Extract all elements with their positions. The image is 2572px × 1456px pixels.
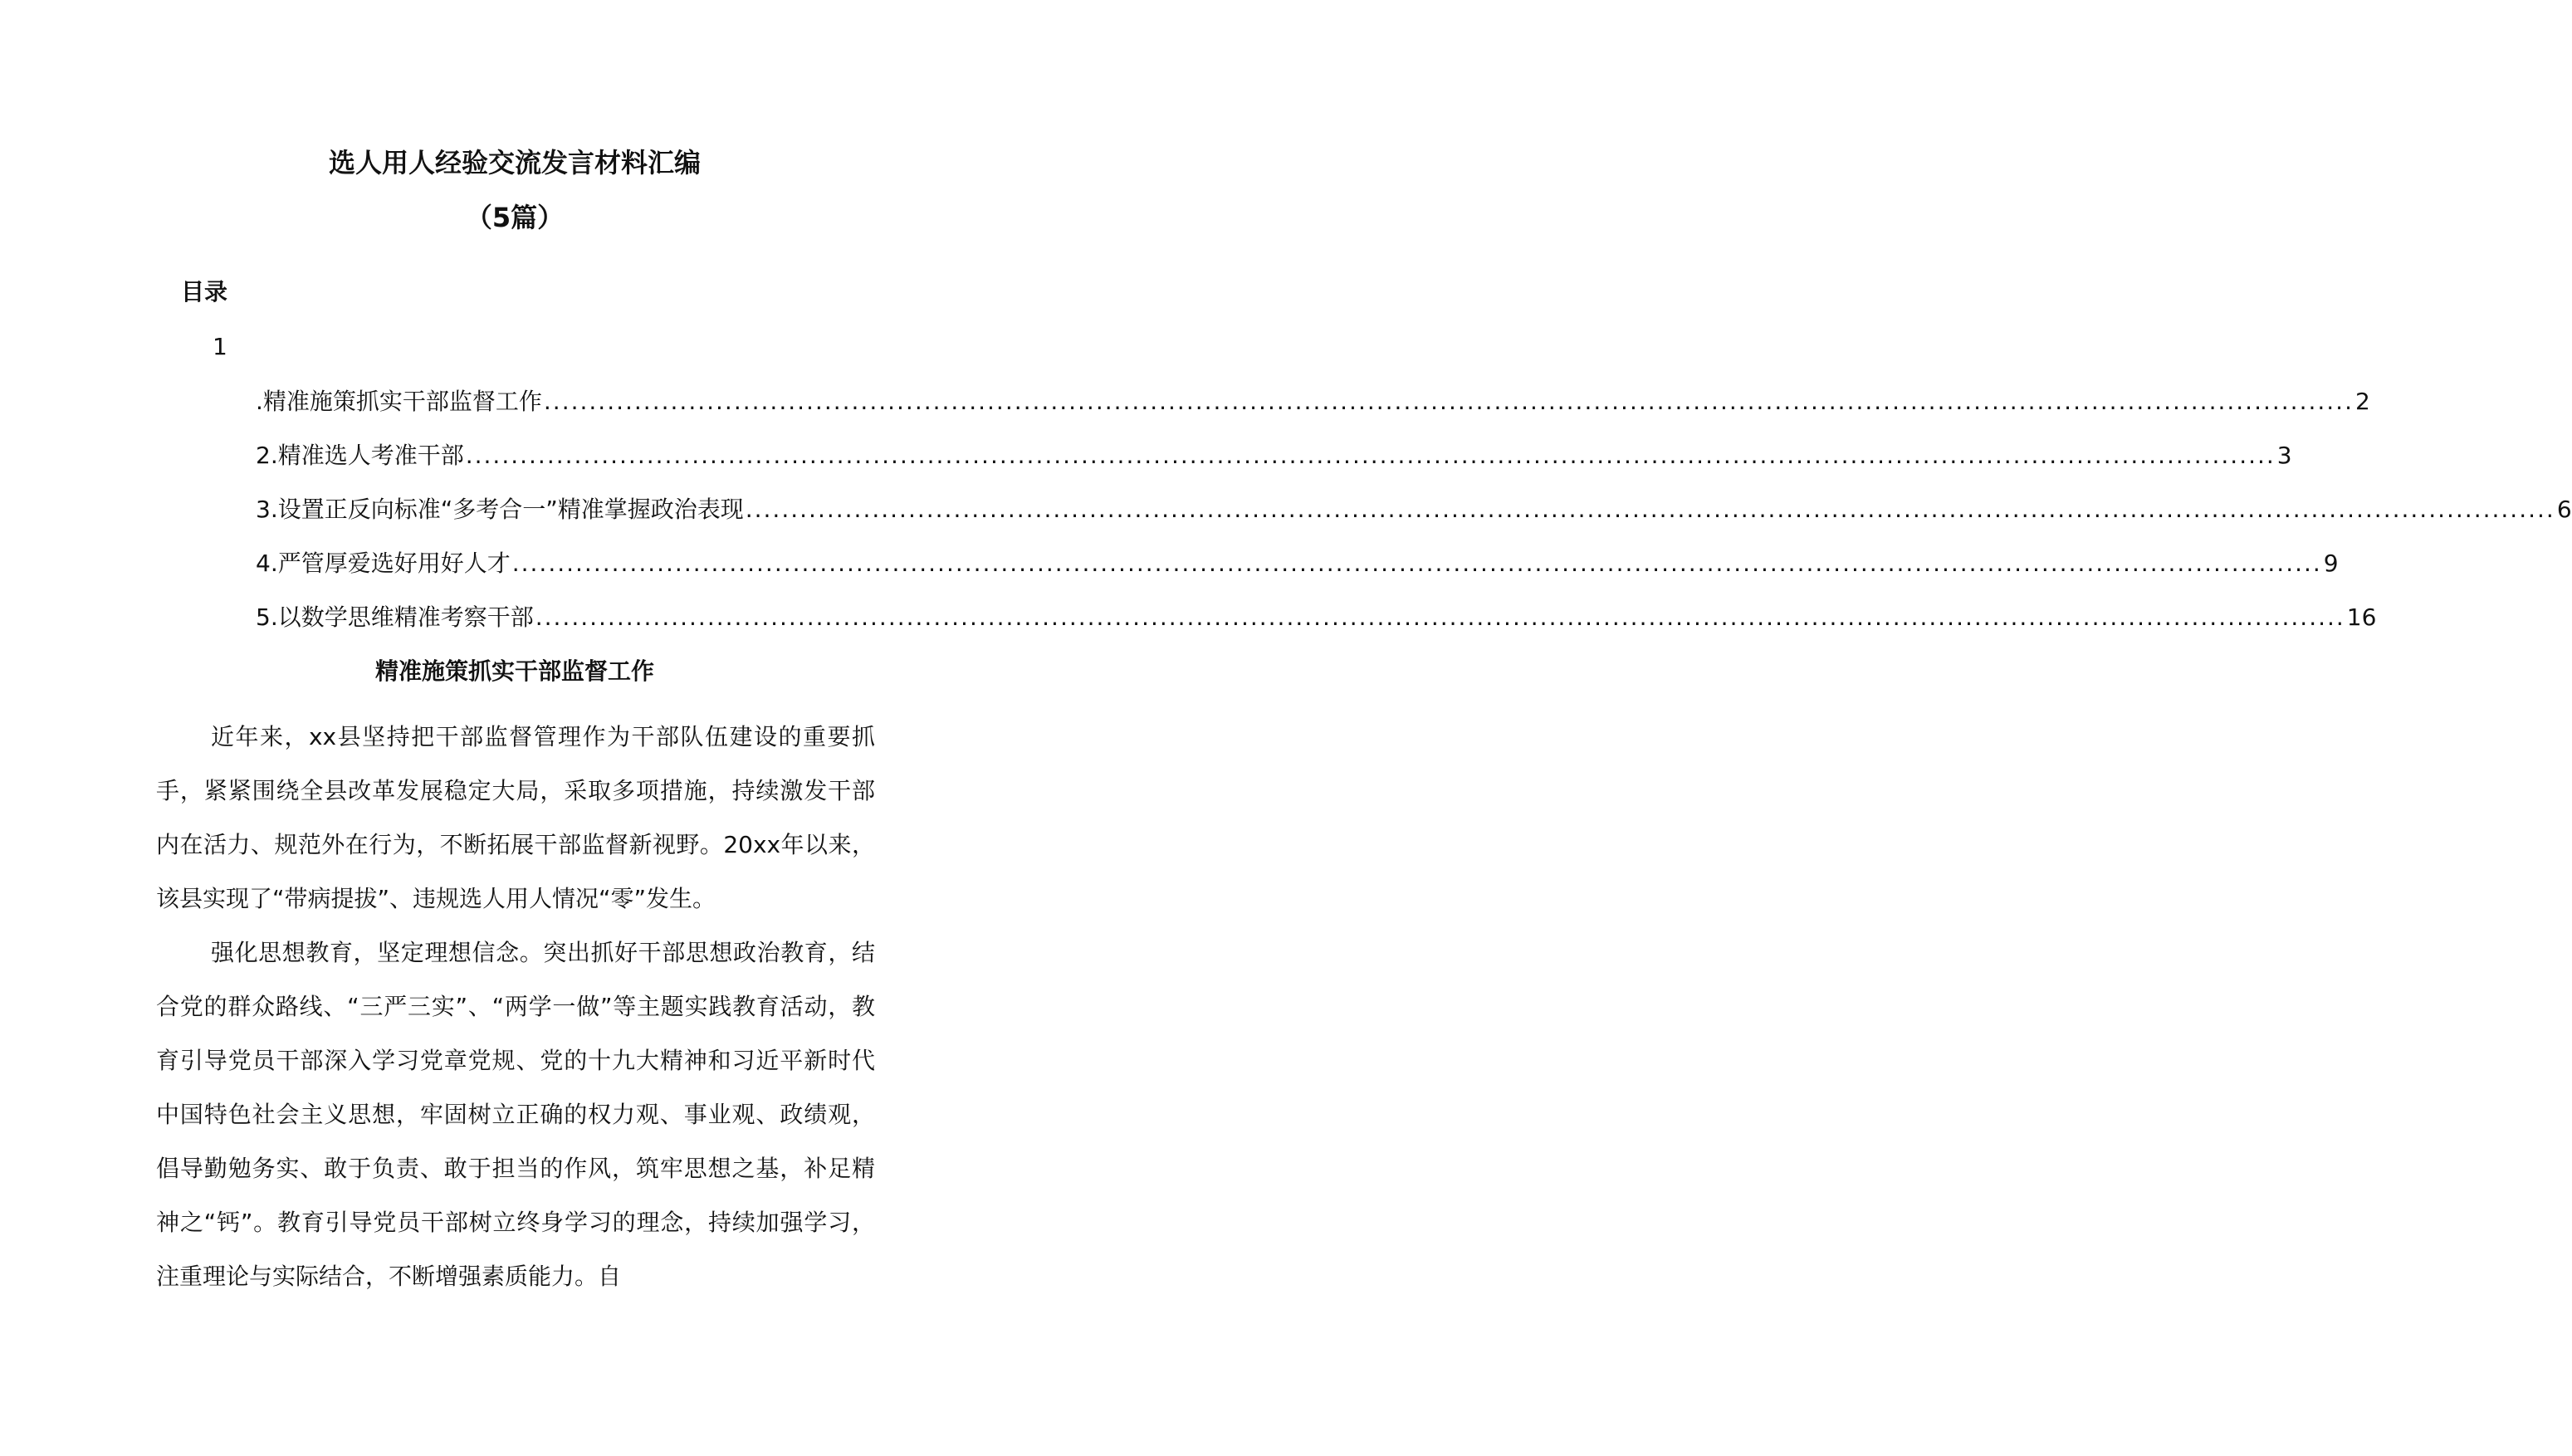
toc-entry-text: 4.严管厚爱选好用好人才	[256, 550, 511, 577]
toc-entry-page: 2	[2354, 388, 2370, 415]
toc-entry-text: .精准施策抓实干部监督工作	[256, 388, 542, 415]
section-title: 精准施策抓实干部监督工作	[374, 657, 654, 685]
toc-dot-leader: ........................................................................................................................................................................................................	[511, 550, 2322, 577]
toc-entry[interactable]	[256, 603, 2377, 657]
toc-dot-leader: ........................................................................................................................................................................................................	[543, 388, 2354, 415]
toc-entry-text: 3.设置正反向标准“多考合一”精准掌握政治表现	[256, 496, 744, 523]
toc-entry-page: 3	[2276, 442, 2292, 469]
body-paragraph: 近年来，xx县坚持把干部监督管理作为干部队伍建设的重要抓手，紧紧围绕全县改革发展稳定大局，采取多项措施，持续激发干部内在活力、规范外在行为，不断拓展干部监督新视野。20xx年以来，该县实现了“带病提拔”、违规选人用人情况“零”发生。	[156, 723, 875, 912]
document-title: 选人用人经验交流发言材料汇编	[328, 147, 701, 178]
toc-heading: 目录	[181, 278, 228, 305]
toc-dot-leader: ........................................................................................................................................................................................................	[465, 442, 2276, 469]
toc-entry-text: 5.以数学思维精准考察干部	[256, 603, 534, 631]
toc-dot-leader: ........................................................................................................................................................................................................	[535, 603, 2345, 631]
toc-entry-page: 6	[2556, 496, 2572, 523]
toc-entry[interactable]	[256, 495, 2572, 549]
body-text	[156, 710, 875, 1303]
toc-entry-page: 16	[2346, 603, 2377, 631]
toc-entry[interactable]	[256, 441, 2292, 495]
toc-entry-page: 9	[2323, 550, 2339, 577]
toc-dot-leader: ........................................................................................................................................................................................................	[745, 496, 2555, 523]
toc-list	[256, 387, 2572, 657]
toc-entry[interactable]	[256, 549, 2339, 603]
toc-entry-text: 2.精准选人考准干部	[256, 442, 464, 469]
toc-number-prefix: 1	[213, 333, 227, 360]
body-paragraph: 强化思想教育，坚定理想信念。突出抓好干部思想政治教育，结合党的群众路线、“三严三实”、“两学一做”等主题实践教育活动，教育引导党员干部深入学习党章党规、党的十九大精神和习近平新时代中国特色社会主义思想，牢固树立正确的权力观、事业观、政绩观，倡导勤勉务实、敢于负责、敢于担当的作风，筑牢思想之基，补足精神之“钙”。教育引导党员干部树立终身学习的理念，持续加强学习，注重理论与实际结合，不断增强素质能力。自	[156, 939, 875, 1290]
toc-entry[interactable]	[256, 387, 2370, 441]
document-subtitle: （5篇）	[465, 202, 565, 233]
